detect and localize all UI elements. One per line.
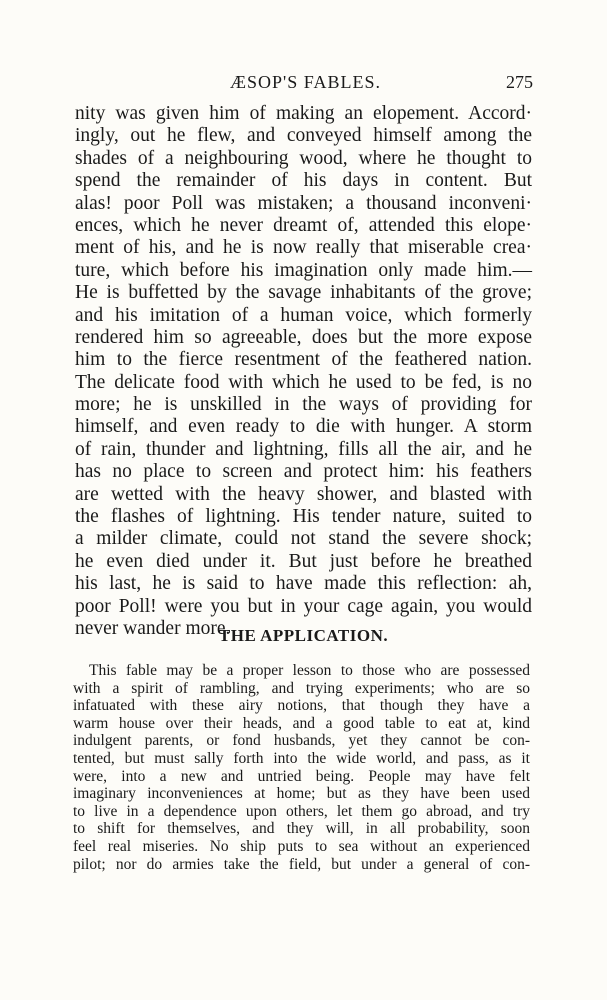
application-line: imaginary inconveniences at home; but as they have been used	[73, 785, 530, 803]
application-line: indulgent parents, or fond husbands, yet they cannot be con-	[73, 732, 530, 750]
text-line: ment of his, and he is now really that miserable crea·	[75, 237, 532, 259]
page-number: 275	[506, 72, 533, 92]
text-line: He is buffetted by the savage inhabitants of the grove;	[75, 282, 532, 304]
text-line: ences, which he never dreamt of, attended this elope·	[75, 214, 532, 236]
application-line: warm house over their heads, and a good table to eat at, kind	[73, 714, 530, 732]
text-line: alas! poor Poll was mistaken; a thousand inconveni·	[75, 192, 532, 214]
application-line: pilot; nor do armies take the field, but under a general of con-	[73, 855, 530, 873]
text-line: never wander more.	[75, 617, 231, 639]
running-title: ÆSOP'S FABLES.	[230, 72, 381, 92]
text-line: and his imitation of a human voice, which formerly	[75, 304, 532, 326]
text-line: his last, he is said to have made this reflection: ah,	[75, 573, 532, 595]
application-line: with a spirit of rambling, and trying experiments; who are so	[73, 679, 530, 697]
text-line: him to the fierce resentment of the feathered nation.	[75, 349, 532, 371]
text-line: he even died under it. But just before he breathed	[75, 550, 532, 572]
text-line: poor Poll! were you but in your cage again, you would	[75, 595, 532, 617]
application-line: to live in a dependence upon others, let them go abroad, and try	[73, 802, 530, 820]
text-line: nity was given him of making an elopement. Accord·	[75, 103, 532, 124]
application-heading: THE APPLICATION.	[218, 626, 389, 645]
text-line: rendered him so agreeable, does but the more expose	[75, 326, 532, 348]
text-line: ingly, out he flew, and conveyed himself among the	[75, 125, 532, 147]
text-line: ture, which before his imagination only made him.—	[75, 259, 532, 281]
application-line: infatuated with these airy notions, that though they have a	[73, 697, 530, 715]
text-line: himself, and even ready to die with hunger. A storm	[75, 416, 532, 438]
application-text	[73, 662, 530, 873]
application-line: were, into a new and untried being. People may have felt	[73, 767, 530, 785]
page-header	[0, 72, 607, 98]
text-line: spend the remainder of his days in content. But	[75, 170, 532, 192]
text-line: are wetted with the heavy shower, and blasted with	[75, 483, 532, 505]
text-line: The delicate food with which he used to be fed, is no	[75, 371, 532, 393]
application-line: feel real miseries. No ship puts to sea without an experienced	[73, 837, 530, 855]
text-line: shades of a neighbouring wood, where he thought to	[75, 147, 532, 169]
text-line: a milder climate, could not stand the severe shock;	[75, 528, 532, 550]
fable-text	[75, 103, 532, 640]
text-line: has no place to screen and protect him: his feathers	[75, 461, 532, 483]
application-line: This fable may be a proper lesson to those who are possessed	[89, 662, 530, 679]
text-line: more; he is unskilled in the ways of providing for	[75, 394, 532, 416]
application-line: tented, but must sally forth into the wide world, and pass, as it	[73, 749, 530, 767]
application-line: to shift for themselves, and they will, in all probability, soon	[73, 820, 530, 838]
text-line: of rain, thunder and lightning, fills all the air, and he	[75, 438, 532, 460]
text-line: the flashes of lightning. His tender nature, suited to	[75, 506, 532, 528]
